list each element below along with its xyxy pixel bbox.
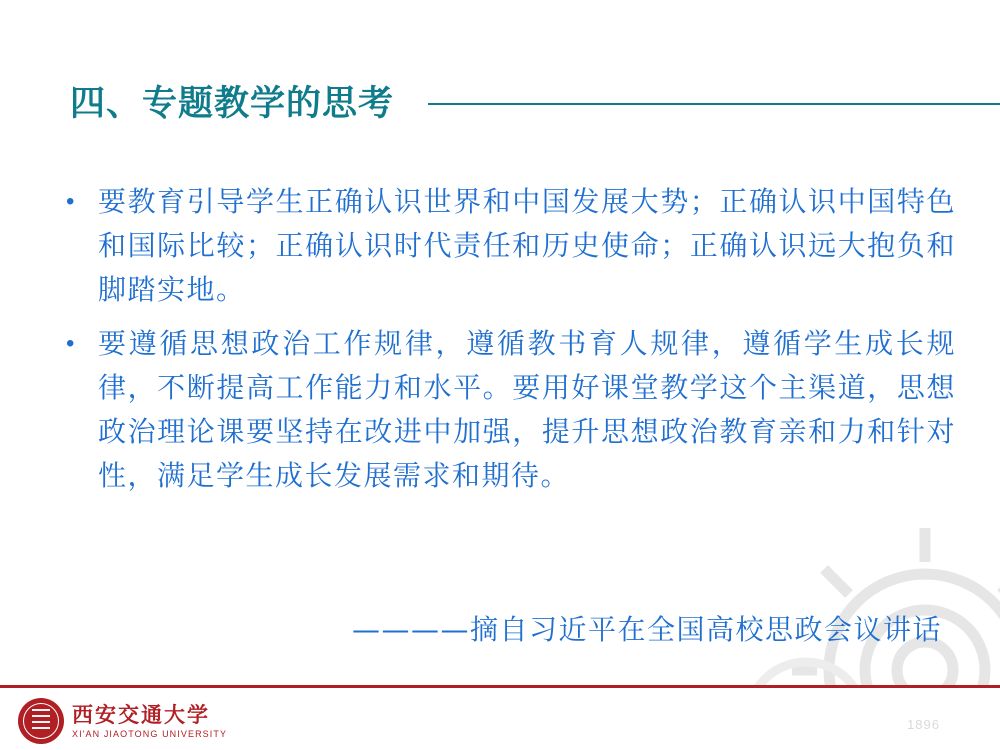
year-badge: 1896 [907, 717, 940, 732]
bullet-item [56, 180, 956, 312]
bullet-marker-icon: • [66, 330, 75, 357]
bullet-text: 要遵循思想政治工作规律，遵循教书育人规律，遵循学生成长规律，不断提高工作能力和水平。要用好课堂教学这个主渠道，思想政治理论课要坚持在改进中加强，提升思想政治教育亲和力和针对性，满足学生成长发展需求和期待。 [98, 327, 956, 492]
page-title: 四、专题教学的思考 [70, 84, 395, 124]
slide-body [56, 180, 956, 508]
bullet-text: 要教育引导学生正确认识世界和中国发展大势；正确认识中国特色和国际比较；正确认识时代责任和历史使命；正确认识远大抱负和脚踏实地。 [98, 185, 956, 306]
university-seal-icon [18, 698, 64, 744]
university-logo [18, 698, 227, 744]
university-logo-text [72, 702, 227, 740]
title-divider [428, 103, 1000, 105]
slide-title-row [70, 76, 1000, 126]
bullet-item [56, 322, 956, 498]
university-name-cn: 西安交通大学 [72, 702, 210, 727]
university-name-en: XI'AN JIAOTONG UNIVERSITY [72, 729, 228, 739]
footer-band [0, 685, 1000, 750]
citation-text: ————摘自习近平在全国高校思政会议讲话 [351, 613, 942, 646]
bullet-marker-icon: • [66, 188, 75, 215]
